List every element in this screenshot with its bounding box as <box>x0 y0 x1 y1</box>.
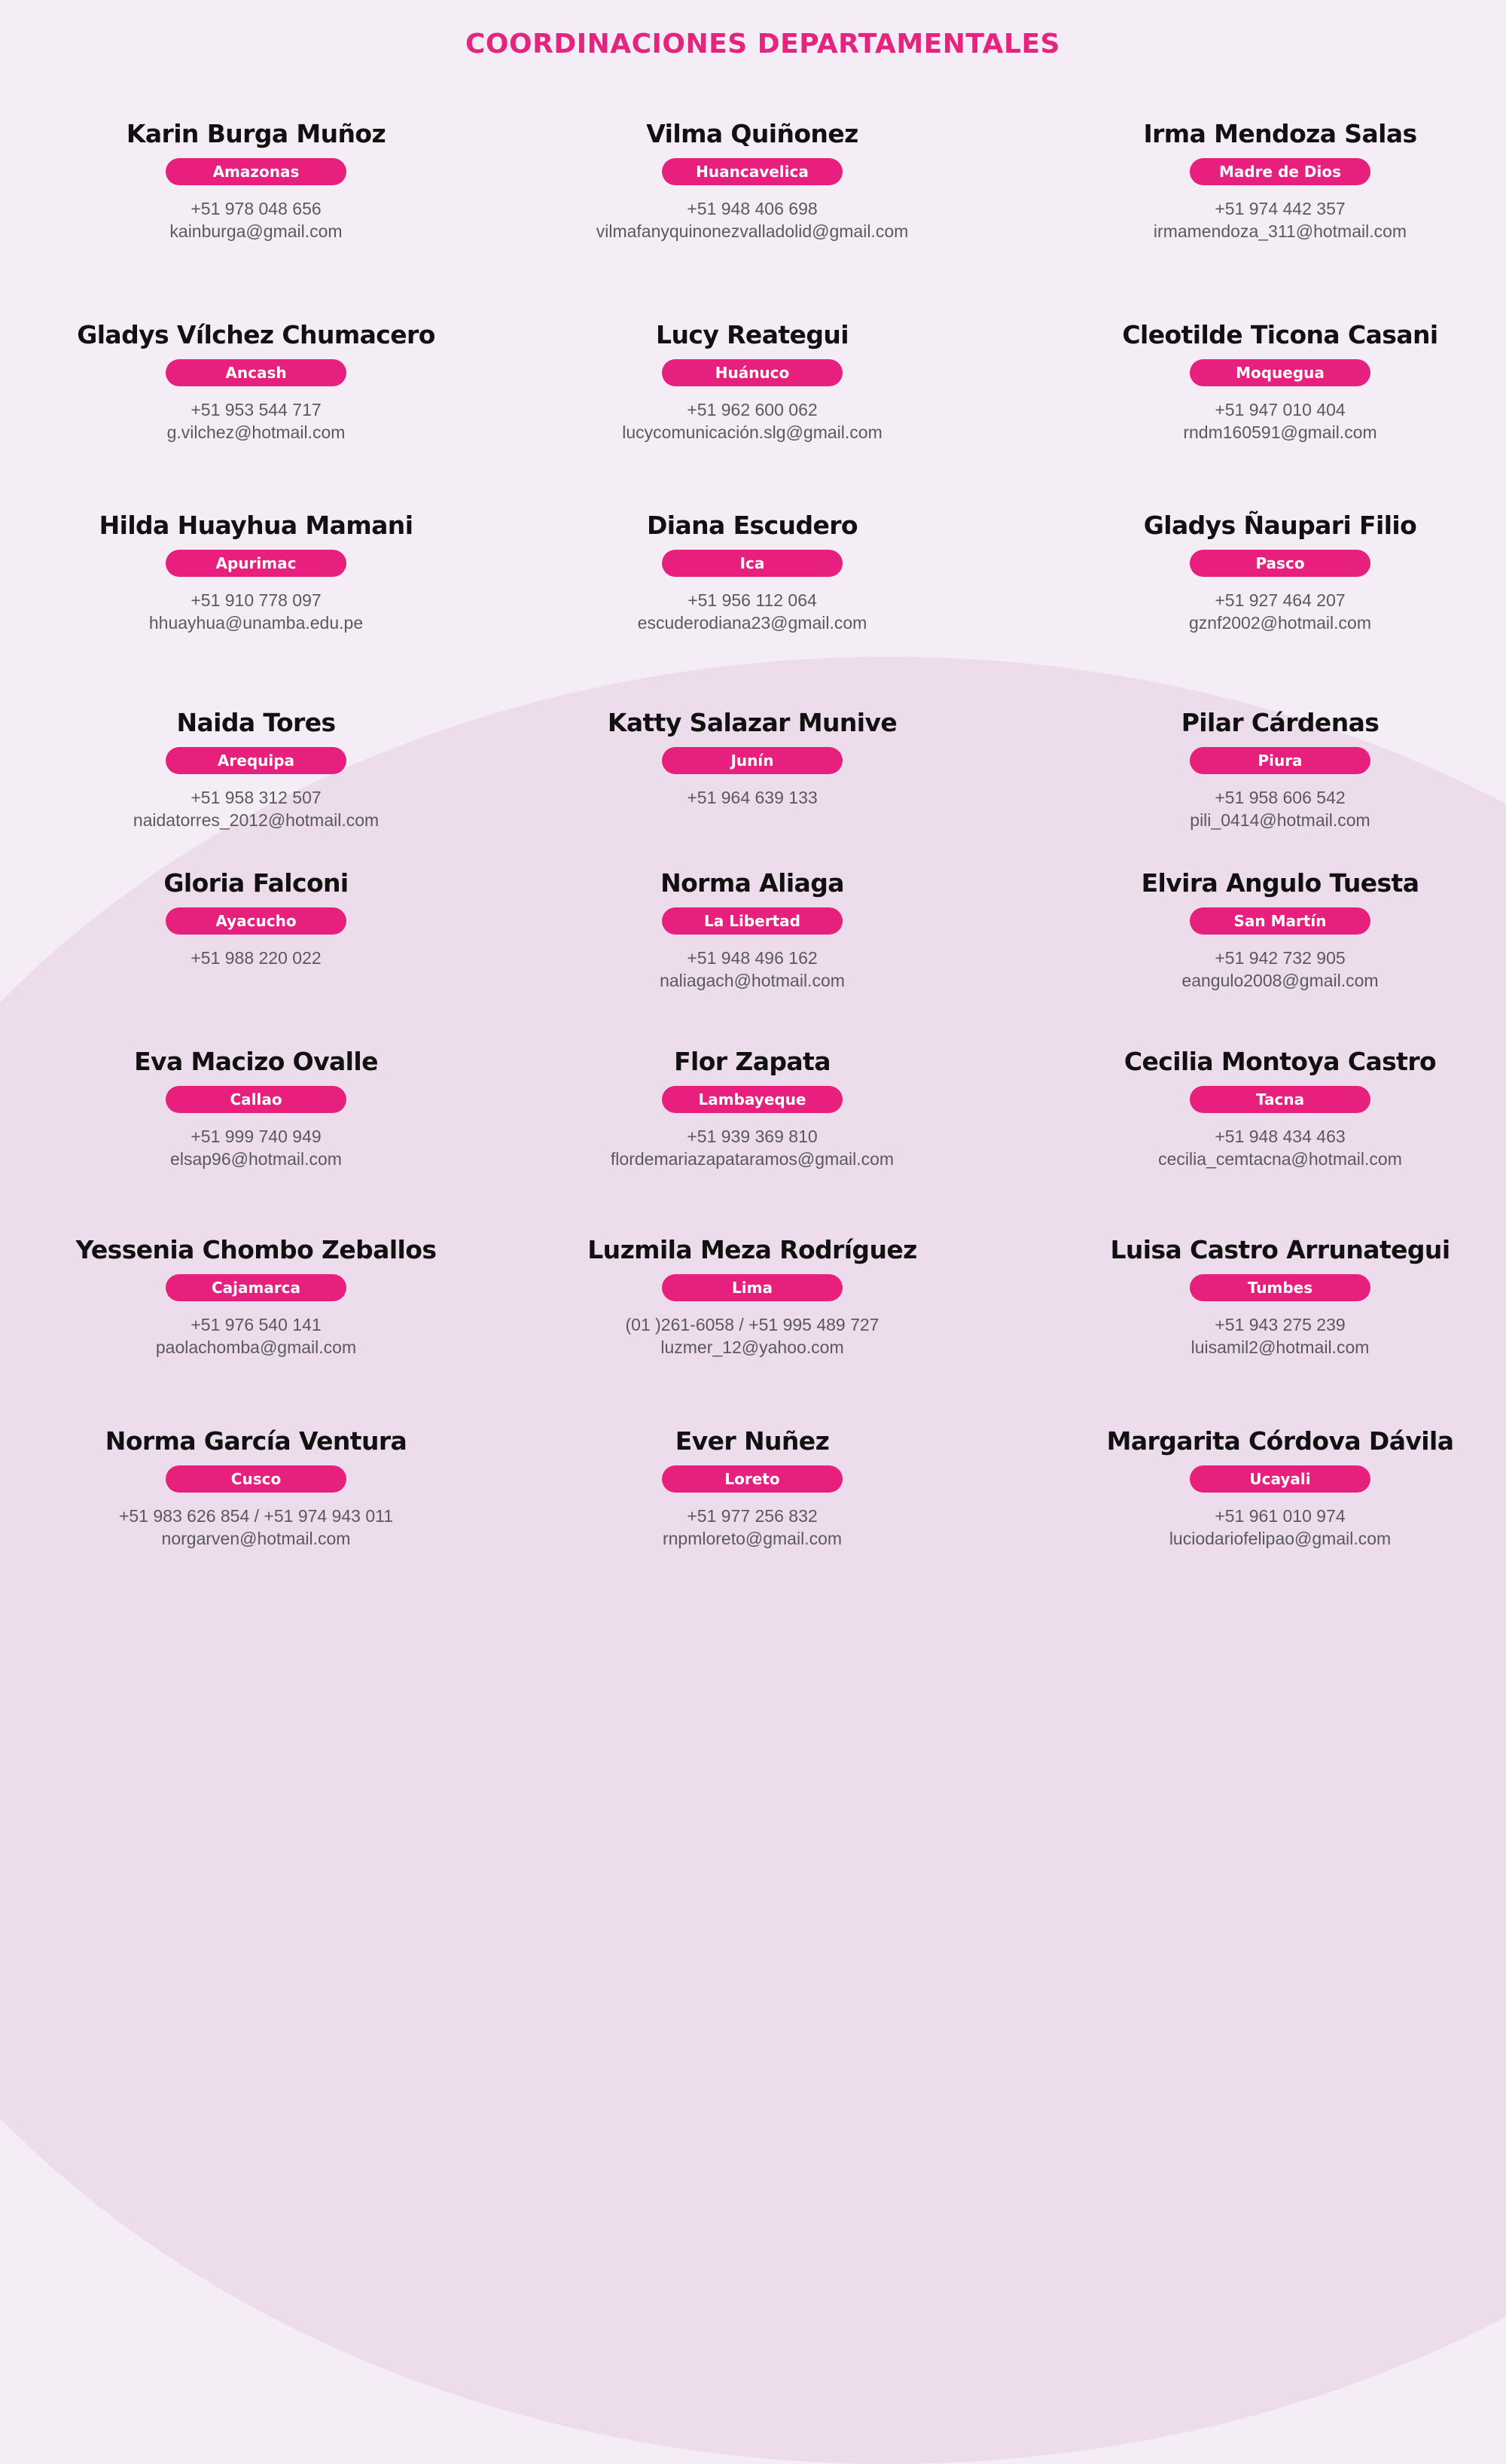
region-badge: Cusco <box>166 1465 346 1493</box>
coordinator-name: Hilda Huayhua Mamani <box>99 511 413 540</box>
phone-number: +51 958 312 507 <box>191 788 322 807</box>
phone-number: +51 988 220 022 <box>191 948 322 968</box>
phone-number: +51 910 778 097 <box>191 590 322 610</box>
region-badge: San Martín <box>1190 907 1370 935</box>
coordinator-name: Karin Burga Muñoz <box>126 119 386 148</box>
region-badge: Ayacucho <box>166 907 346 935</box>
phone-number: +51 958 606 542 <box>1215 788 1346 807</box>
phone-number: (01 )261-6058 / +51 995 489 727 <box>625 1315 880 1334</box>
coordinator-name: Gladys Ñaupari Filio <box>1143 511 1417 540</box>
email-address: luisamil2@hotmail.com <box>1190 1337 1370 1357</box>
coordinator-card <box>15 1235 497 1359</box>
phone-number: +51 948 406 698 <box>687 199 818 218</box>
region-badge: Junín <box>662 747 843 774</box>
email-address: rndm160591@gmail.com <box>1183 422 1377 442</box>
coordinator-name: Cleotilde Ticona Casani <box>1122 320 1438 349</box>
region-badge: Pasco <box>1190 550 1370 577</box>
phone-number: +51 974 442 357 <box>1215 199 1346 218</box>
region-badge: Lima <box>662 1274 843 1301</box>
coordinator-name: Lucy Reategui <box>656 320 849 349</box>
phone-number: +51 976 540 141 <box>191 1315 322 1334</box>
coordinator-name: Norma García Ventura <box>105 1426 407 1456</box>
coordinator-card <box>1039 1047 1506 1170</box>
email-address: cecilia_cemtacna@hotmail.com <box>1158 1149 1402 1169</box>
phone-number: +51 939 369 810 <box>687 1127 818 1146</box>
coordinator-card <box>15 1047 497 1170</box>
coordinator-name: Pilar Cárdenas <box>1181 708 1379 737</box>
coordinator-card <box>511 511 993 634</box>
region-badge: Loreto <box>662 1465 843 1493</box>
coordinator-card <box>511 1047 993 1170</box>
email-address: naliagach@hotmail.com <box>660 971 845 990</box>
coordinator-card <box>511 1426 993 1550</box>
coordinator-card <box>511 320 993 444</box>
coordinator-name: Ever Nuñez <box>675 1426 830 1456</box>
phone-number: +51 956 112 064 <box>687 590 817 610</box>
coordinator-card <box>511 868 993 992</box>
phone-number: +51 978 048 656 <box>191 199 322 218</box>
region-badge: Ica <box>662 550 843 577</box>
coordinator-name: Elvira Angulo Tuesta <box>1141 868 1419 898</box>
coordinator-name: Katty Salazar Munive <box>607 708 898 737</box>
email-address: hhuayhua@unamba.edu.pe <box>148 613 364 633</box>
region-badge: Tacna <box>1190 1086 1370 1113</box>
region-badge: Apurimac <box>166 550 346 577</box>
coordinator-name: Gladys Vílchez Chumacero <box>77 320 435 349</box>
email-address: rnpmloreto@gmail.com <box>662 1529 843 1548</box>
coordinator-card <box>1039 511 1506 634</box>
coordinator-card <box>15 320 497 444</box>
coordinator-card <box>15 1426 497 1550</box>
coordinator-card <box>511 708 993 809</box>
email-address: pili_0414@hotmail.com <box>1190 810 1370 830</box>
phone-number: +51 942 732 905 <box>1215 948 1346 968</box>
coordinator-card <box>1039 708 1506 831</box>
phone-number: +51 943 275 239 <box>1215 1315 1346 1334</box>
email-address: escuderodiana23@gmail.com <box>637 613 867 633</box>
coordinator-name: Luzmila Meza Rodríguez <box>587 1235 917 1264</box>
email-address: eangulo2008@gmail.com <box>1181 971 1379 990</box>
coordinator-card <box>1039 868 1506 992</box>
phone-number: +51 953 544 717 <box>191 400 322 419</box>
coordinator-name: Naida Tores <box>176 708 336 737</box>
phone-number: +51 948 434 463 <box>1215 1127 1346 1146</box>
coordinator-name: Cecilia Montoya Castro <box>1123 1047 1437 1076</box>
coordinator-card <box>1039 119 1506 242</box>
coordinator-name: Diana Escudero <box>646 511 858 540</box>
email-address: vilmafanyquinonezvalladolid@gmail.com <box>596 221 909 241</box>
phone-number: +51 977 256 832 <box>687 1506 818 1526</box>
email-address: elsap96@hotmail.com <box>170 1149 342 1169</box>
phone-number: +51 983 626 854 / +51 974 943 011 <box>118 1506 394 1526</box>
coordinator-card <box>15 511 497 634</box>
region-badge: Piura <box>1190 747 1370 774</box>
coordinator-name: Vilma Quiñonez <box>646 119 858 148</box>
phone-number: +51 964 639 133 <box>687 788 818 807</box>
region-badge: Madre de Dios <box>1190 158 1370 185</box>
email-address: naidatorres_2012@hotmail.com <box>133 810 380 830</box>
phone-number: +51 948 496 162 <box>687 948 818 968</box>
coordinator-card <box>1039 1426 1506 1550</box>
email-address: gznf2002@hotmail.com <box>1189 613 1371 633</box>
coordinator-card <box>15 868 497 969</box>
coordinator-name: Gloria Falconi <box>163 868 349 898</box>
coordinator-name: Flor Zapata <box>674 1047 831 1076</box>
region-badge: Tumbes <box>1190 1274 1370 1301</box>
email-address: g.vilchez@hotmail.com <box>166 422 346 442</box>
email-address: luciodariofelipao@gmail.com <box>1169 1529 1392 1548</box>
region-badge: Ucayali <box>1190 1465 1370 1493</box>
region-badge: Amazonas <box>166 158 346 185</box>
phone-number: +51 947 010 404 <box>1215 400 1346 419</box>
phone-number: +51 961 010 974 <box>1215 1506 1346 1526</box>
coordinator-card <box>1039 320 1506 444</box>
region-badge: Moquegua <box>1190 359 1370 386</box>
email-address: irmamendoza_311@hotmail.com <box>1153 221 1407 241</box>
coordinator-name: Luisa Castro Arrunategui <box>1110 1235 1450 1264</box>
region-badge: Lambayeque <box>662 1086 843 1113</box>
coordinator-name: Yessenia Chombo Zeballos <box>75 1235 437 1264</box>
region-badge: Callao <box>166 1086 346 1113</box>
phone-number: +51 999 740 949 <box>191 1127 322 1146</box>
region-badge: Huancavelica <box>662 158 843 185</box>
email-address: lucycomunicación.slg@gmail.com <box>622 422 883 442</box>
coordinator-card <box>511 119 993 242</box>
region-badge: Cajamarca <box>166 1274 346 1301</box>
coordinator-card <box>15 708 497 831</box>
email-address: paolachomba@gmail.com <box>155 1337 357 1357</box>
coordinator-name: Norma Aliaga <box>660 868 844 898</box>
region-badge: Huánuco <box>662 359 843 386</box>
coordinator-card <box>1039 1235 1506 1359</box>
region-badge: Arequipa <box>166 747 346 774</box>
page-title: COORDINACIONES DEPARTAMENTALES <box>465 29 1060 59</box>
coordinator-name: Irma Mendoza Salas <box>1143 119 1417 148</box>
coordinator-name: Eva Macizo Ovalle <box>134 1047 378 1076</box>
coordinator-card <box>511 1235 993 1359</box>
region-badge: La Libertad <box>662 907 843 935</box>
email-address: flordemariazapataramos@gmail.com <box>610 1149 895 1169</box>
email-address: kainburga@gmail.com <box>169 221 343 241</box>
phone-number: +51 927 464 207 <box>1215 590 1346 610</box>
region-badge: Ancash <box>166 359 346 386</box>
coordinator-card <box>15 119 497 242</box>
phone-number: +51 962 600 062 <box>687 400 818 419</box>
email-address: luzmer_12@yahoo.com <box>660 1337 844 1357</box>
email-address: norgarven@hotmail.com <box>161 1529 351 1548</box>
coordinator-name: Margarita Córdova Dávila <box>1106 1426 1454 1456</box>
